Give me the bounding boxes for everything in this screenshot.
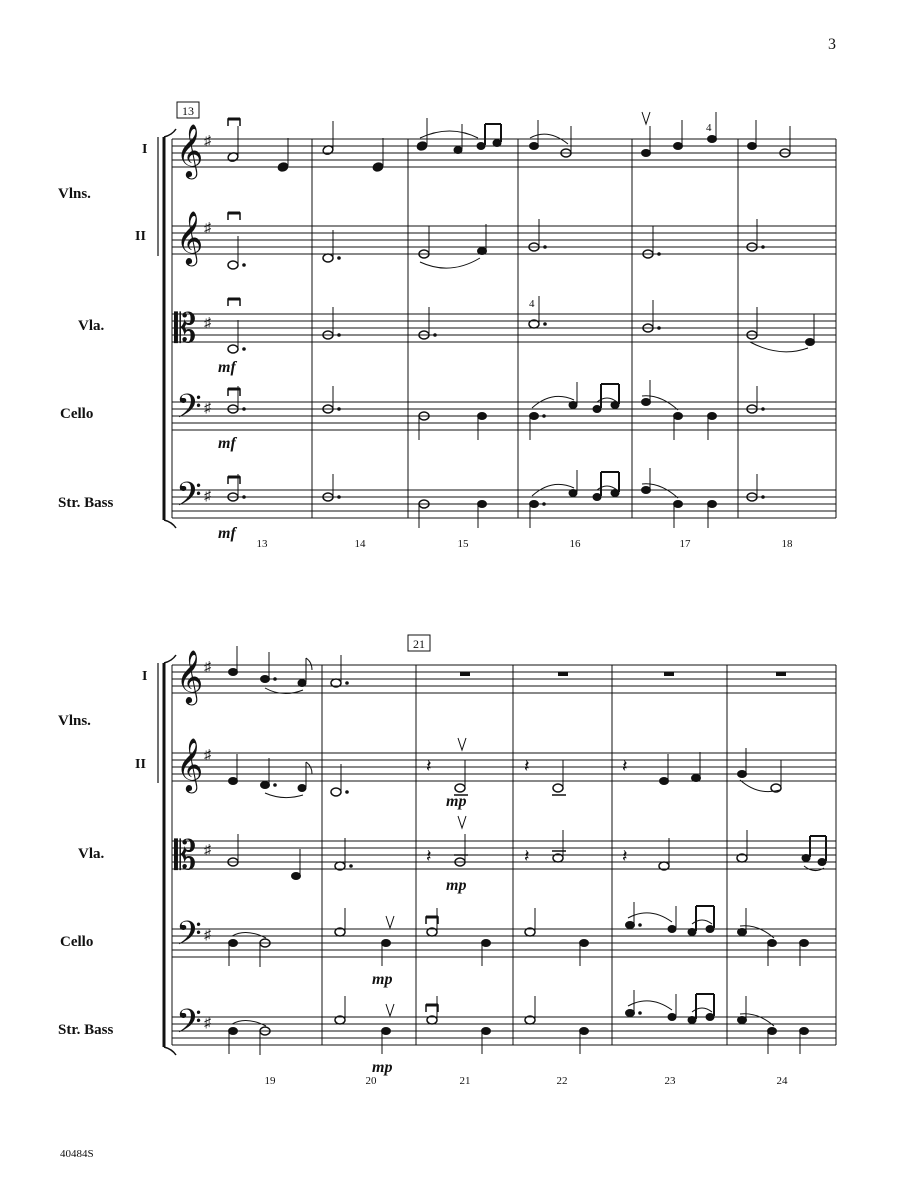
violin-1-label: I (142, 142, 148, 157)
svg-text:♯: ♯ (204, 316, 211, 331)
bass-label-2: Str. Bass (58, 1022, 114, 1038)
viola-label: Vla. (78, 318, 105, 334)
staff-lines (172, 139, 836, 518)
viola-notes (228, 296, 815, 353)
dynamic-marking: mf (218, 435, 236, 452)
measure-number: 24 (776, 1075, 788, 1087)
bass-clef-icon: 𝄢 (176, 388, 202, 433)
svg-text:♯: ♯ (204, 928, 211, 943)
rehearsal-mark: 21 (413, 637, 425, 651)
measure-number: 20 (365, 1075, 377, 1087)
svg-text:♯: ♯ (204, 489, 211, 504)
rehearsal-mark: 13 (182, 104, 194, 118)
system-1 (158, 102, 836, 528)
svg-text:♯: ♯ (204, 1016, 211, 1031)
treble-clef-icon: 𝄞 (176, 125, 204, 176)
bass-label: Str. Bass (58, 495, 114, 511)
measure-number: 19 (264, 1075, 276, 1087)
measure-number: 23 (664, 1075, 676, 1087)
footer-code: 40484S (60, 1148, 94, 1160)
measure-number: 13 (256, 538, 268, 550)
page-number: 3 (828, 36, 836, 53)
viola-label-2: Vla. (78, 846, 105, 862)
cello-notes (228, 380, 764, 440)
dynamic-marking: mp (372, 1059, 393, 1076)
dynamic-marking: mf (218, 359, 236, 376)
dynamic-marking: mf (218, 525, 236, 542)
svg-text:♯: ♯ (204, 748, 211, 763)
cello-label-2: Cello (60, 934, 94, 950)
violins-label: Vlns. (58, 186, 91, 202)
bass-clef-icon: 𝄢 (176, 476, 202, 521)
cello-label: Cello (60, 406, 94, 422)
treble-clef-icon: 𝄞 (176, 212, 204, 263)
measure-number: 16 (569, 538, 581, 550)
bass-clef-icon: 𝄢 (176, 1003, 202, 1048)
svg-text:♯: ♯ (204, 660, 211, 675)
svg-text:♯: ♯ (204, 221, 211, 236)
svg-text:𝄽: 𝄽 (524, 846, 530, 866)
violin-2-notes-2 (229, 748, 782, 798)
svg-text:𝄽: 𝄽 (622, 846, 628, 866)
measure-number: 15 (457, 538, 469, 550)
measure-number: 14 (354, 538, 366, 550)
violin-2-label: II (135, 229, 146, 244)
fingering: 4 (706, 122, 712, 134)
svg-text:𝄽: 𝄽 (426, 846, 432, 866)
bass-notes (228, 468, 764, 528)
svg-text:𝄽: 𝄽 (622, 756, 628, 776)
measure-number: 17 (679, 538, 691, 550)
dynamic-marking: mp (446, 877, 467, 894)
system-2 (158, 635, 836, 1055)
violin-2-label-2: II (135, 757, 146, 772)
svg-text:♯: ♯ (204, 843, 211, 858)
treble-clef-icon: 𝄞 (176, 651, 204, 702)
alto-clef-icon: 𝄡 (174, 833, 197, 878)
fingering: 4 (529, 298, 535, 310)
svg-text:𝄽: 𝄽 (524, 756, 530, 776)
svg-text:♯: ♯ (204, 401, 211, 416)
measure-number: 21 (459, 1075, 471, 1087)
measure-number: 22 (556, 1075, 568, 1087)
alto-clef-icon: 𝄡 (174, 306, 197, 351)
violins-label-2: Vlns. (58, 713, 91, 729)
bass-clef-icon: 𝄢 (176, 915, 202, 960)
dynamic-marking: mp (446, 793, 467, 810)
measure-number: 18 (781, 538, 793, 550)
svg-text:𝄽: 𝄽 (426, 756, 432, 776)
violin-1-label-2: I (142, 669, 148, 684)
dynamic-marking: mp (372, 971, 393, 988)
svg-text:♯: ♯ (204, 134, 211, 149)
treble-clef-icon: 𝄞 (176, 739, 204, 790)
